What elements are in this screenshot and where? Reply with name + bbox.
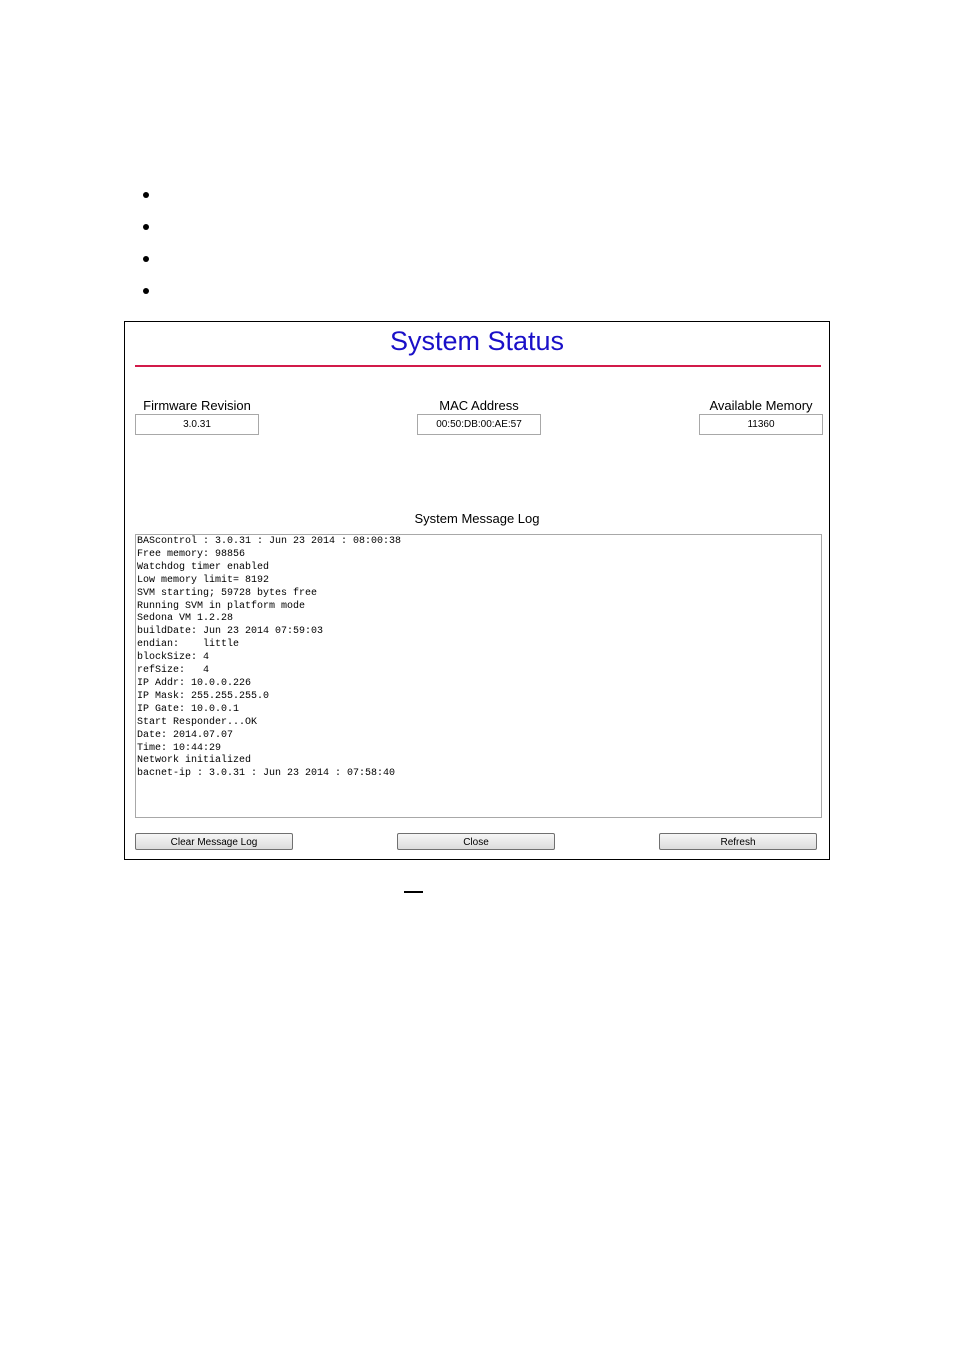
- dash-mark: [404, 891, 423, 893]
- firmware-revision-value: 3.0.31: [135, 414, 259, 435]
- bullet-icon: [143, 256, 149, 262]
- bullet-list: [143, 186, 163, 314]
- bullet-item: [143, 250, 163, 282]
- message-log-textarea[interactable]: [135, 534, 822, 818]
- window-title: System Status: [389, 326, 565, 356]
- system-status-window: [124, 321, 830, 860]
- mac-address-field: [417, 398, 541, 435]
- clear-message-log-button[interactable]: Clear Message Log: [135, 833, 293, 850]
- firmware-revision-field: [135, 398, 259, 435]
- available-memory-field: [699, 398, 823, 435]
- bullet-item: [143, 282, 163, 314]
- available-memory-label: Available Memory: [709, 398, 813, 413]
- bullet-icon: [143, 192, 149, 198]
- available-memory-value: 11360: [699, 414, 823, 435]
- mac-address-value: 00:50:DB:00:AE:57: [417, 414, 541, 435]
- mac-address-label: MAC Address: [439, 398, 519, 413]
- bullet-item: [143, 186, 163, 218]
- title-divider: [135, 365, 821, 367]
- bullet-item: [143, 218, 163, 250]
- close-button[interactable]: Close: [397, 833, 555, 850]
- bullet-icon: [143, 224, 149, 230]
- firmware-revision-label: Firmware Revision: [143, 398, 251, 413]
- bullet-icon: [143, 288, 149, 294]
- message-log-title: System Message Log: [414, 511, 540, 526]
- refresh-button[interactable]: Refresh: [659, 833, 817, 850]
- message-log-content: BAScontrol : 3.0.31 : Jun 23 2014 : 08:00:38 Free memory: 98856 Watchdog timer enabled Low memory limit= 8192 SVM starting; 59728 bytes free Running SVM in platform mode Sedona VM 1.2.28 buildDate: Jun 23 2014 07:59:03 endian: little blockSize: 4 refSize: 4 IP Addr: 10.0.0.226 IP Mask: 255.255.255.0 IP Gate: 10.0.0.1 Start Responder...OK Date: 2014.07.07 Time: 10:44:29 Network initialized bacnet-ip : 3.0.31 : Jun 23 2014 : 07:58:40: [137, 536, 402, 780]
